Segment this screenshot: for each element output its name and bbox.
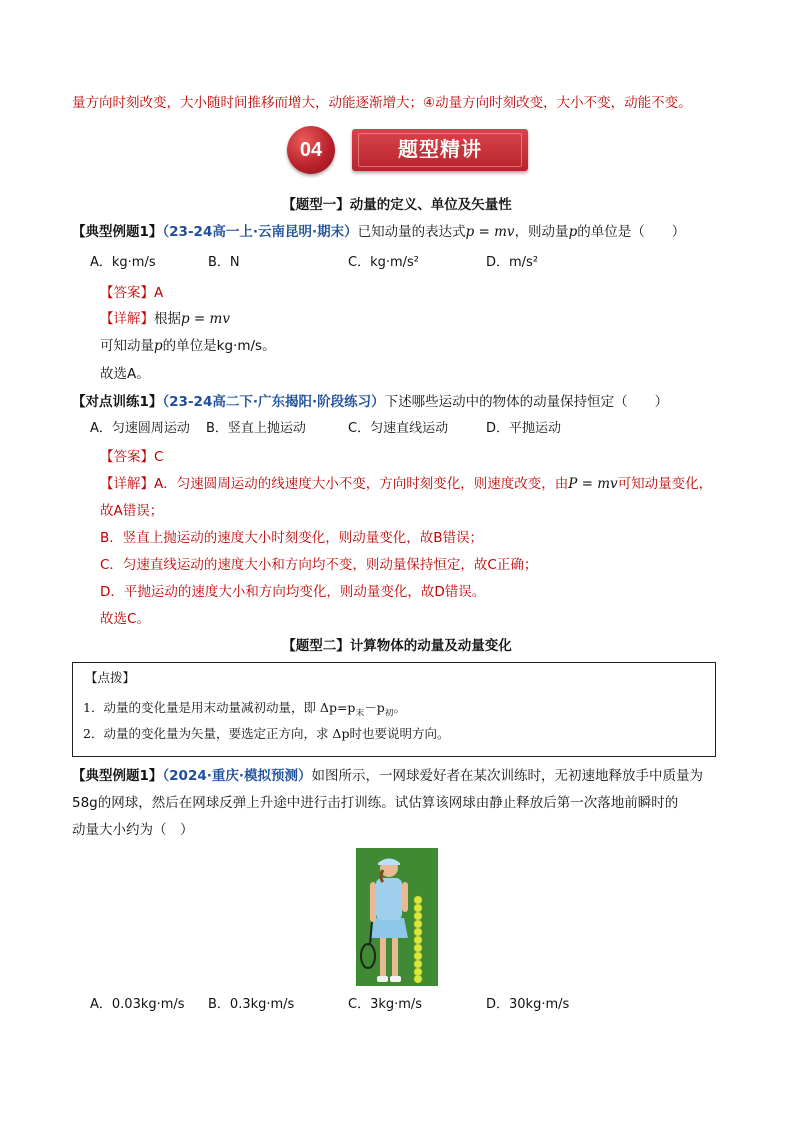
answer-label: 【答案】 [100,285,154,301]
option-c: C．3kg·m/s [348,997,423,1012]
conclusion: 故选C。 [100,611,150,627]
topic1-title: 【题型一】动量的定义、单位及矢量性 [282,197,512,213]
tip-line-2: 2．动量的变化量为矢量，要选定正方向，求 Δp时也要说明方向。 [83,726,450,741]
detail-text: 可知动量 [100,338,154,354]
conclusion: 故选A。 [100,366,150,382]
stem-text: 的单位是（ ） [577,224,686,240]
tip-box [72,662,716,757]
option-c: C．kg·m/s² [348,255,420,270]
drill-tag: 【对点训练1】 [72,394,163,410]
variable: p [154,338,163,354]
example-tag: 【典型例题1】 [72,768,163,784]
source-label: （23-24高二下·广东揭阳·阶段练习） [162,394,385,410]
formula: p = mv [181,311,230,327]
detail-label: 【详解】 [100,476,154,492]
detail-label: 【详解】 [100,311,154,327]
section-title-banner [352,129,528,171]
stem-text: ，则动量 [514,224,569,240]
detail-text: 的单位是kg·m/s。 [162,338,276,354]
subscript: 末 [355,708,365,719]
source-label: （23-24高一上·云南昆明·期末） [162,224,358,240]
topic2-title: 【题型二】计算物体的动量及动量变化 [282,638,512,654]
variable: p [568,224,578,240]
stem-line-3: 动量大小约为（ ） [72,822,194,838]
detail-line-2 [100,336,276,356]
detail-line-2: 故A错误； [100,503,164,519]
tip-text: 1．动量的变化量是用末动量减初动量，即 Δp=p [83,700,356,715]
option-b: B．N [208,255,240,270]
source-label: （2024·重庆·模拟预测） [162,768,312,784]
topic2-example1-stem [72,766,703,786]
option-c: C．匀速直线运动 [348,421,449,436]
topic1-drill1-stem [72,392,668,412]
subscript: 初 [384,708,394,719]
option-d: D．m/s² [486,255,539,270]
detail-text: 可知动量变化， [617,476,713,492]
tennis-player-figure [356,848,438,986]
option-a: A．kg·m/s [90,255,156,270]
option-d: D．30kg·m/s [486,997,570,1012]
stem-line-2: 58g的网球，然后在网球反弹上升途中进行击打训练。试估算该网球由静止释放后第一次落地前瞬时的 [72,795,679,811]
detail-line-b: B．竖直上抛运动的速度大小时刻变化，则动量变化，故B错误； [100,530,484,546]
topic1-example1-stem [72,222,685,242]
tip-label: 【点拨】 [85,670,136,685]
answer-label: 【答案】 [100,449,154,465]
detail-line [100,474,712,494]
detail-line-d: D．平抛运动的速度大小和方向均变化，则动量变化，故D错误。 [100,584,486,600]
stem-text: 已知动量的表达式 [357,224,466,240]
tip-text: －p [364,700,385,715]
answer-line [100,283,163,303]
option-a: A．匀速圆周运动 [90,421,190,436]
formula: p = mv [465,224,515,240]
answer-line [100,447,163,467]
answer-value: A [154,285,164,301]
section-title: 题型精讲 [358,133,522,167]
option-a: A．0.03kg·m/s [90,997,185,1012]
stem-text: 下述哪些运动中的物体的动量保持恒定（ ） [384,394,669,410]
tip-line-1 [83,699,406,723]
detail-line [100,309,230,329]
option-b: B．0.3kg·m/s [208,997,295,1012]
option-d: D．平抛运动 [486,421,562,436]
formula: P = mv [568,476,618,492]
detail-text: A．匀速圆周运动的线速度大小不变，方向时刻变化，则速度改变，由 [154,476,569,492]
example-tag: 【典型例题1】 [72,224,163,240]
answer-value: C [154,449,164,465]
section-number-badge: 04 [287,126,335,174]
stem-text: 如图所示，一网球爱好者在某次训练时，无初速地释放手中质量为 [311,768,703,784]
detail-text: 根据 [154,311,181,327]
intro-line: 量方向时刻改变，大小随时间推移而增大，动能逐渐增大；④动量方向时刻改变，大小不变，动能不变。 [72,95,692,111]
detail-line-c: C．匀速直线运动的速度大小和方向均不变，则动量保持恒定，故C正确； [100,557,538,573]
option-b: B．竖直上抛运动 [206,421,306,436]
tip-text: 。 [393,700,406,715]
